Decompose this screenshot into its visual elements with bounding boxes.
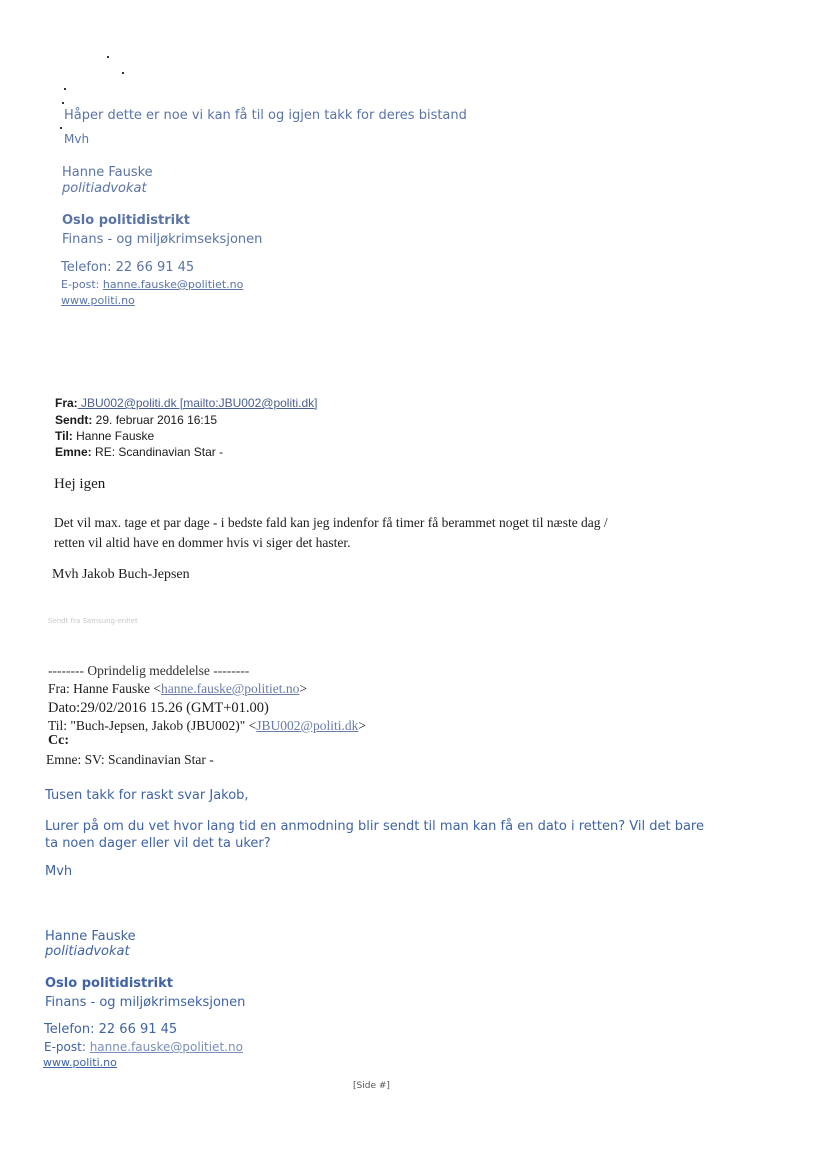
- orig-cc-row: Cc:: [48, 733, 69, 748]
- original-message-divider: -------- Oprindelig meddelelse --------: [48, 663, 250, 678]
- orig-from-row: [48, 681, 307, 697]
- sent-label: Sendt:: [55, 413, 93, 427]
- phone-2: Telefon: 22 66 91 45: [44, 1022, 178, 1037]
- sender-title: politiadvokat: [62, 181, 147, 196]
- to-label: Til:: [55, 429, 73, 443]
- email-label-2: E-post:: [44, 1040, 90, 1054]
- subject-row: [55, 445, 223, 459]
- orig-to-close: >: [358, 718, 366, 733]
- from-value[interactable]: JBU002@politi.dk [mailto:JBU002@politi.dk]: [77, 396, 318, 410]
- body-line-2: retten vil altid have en dommer hvis vi siger det haster.: [54, 535, 351, 550]
- website-link-2[interactable]: www.politi.no: [43, 1056, 117, 1069]
- thanks-line: Tusen takk for raskt svar Jakob,: [45, 788, 249, 803]
- from-label: Fra:: [55, 396, 78, 410]
- orig-from-close: >: [299, 681, 307, 696]
- subject-label: Emne:: [55, 445, 92, 459]
- closing: Mvh Jakob Buch-Jepsen: [52, 567, 190, 582]
- email-label: E-post:: [61, 278, 103, 291]
- website-link[interactable]: www.politi.no: [61, 294, 135, 307]
- sender-name: Hanne Fauske: [62, 165, 153, 180]
- subject-value: RE: Scandinavian Star -: [91, 445, 224, 459]
- question-line-2: ta noen dager eller vil det ta uker?: [45, 836, 271, 851]
- scan-speck: [62, 102, 64, 104]
- scan-speck: [64, 88, 66, 90]
- page-number: [Side #]: [353, 1081, 390, 1091]
- orig-from-email[interactable]: hanne.fauske@politiet.no: [160, 681, 300, 696]
- orig-to-label: Til:: [48, 718, 68, 733]
- department-2: Finans - og miljøkrimseksjonen: [45, 995, 246, 1010]
- scan-speck: [107, 56, 109, 58]
- sender-title-2: politiadvokat: [45, 944, 130, 959]
- orig-subject-row: [46, 752, 214, 768]
- phone: Telefon: 22 66 91 45: [61, 260, 195, 275]
- org-name-2: Oslo politidistrikt: [45, 976, 173, 991]
- orig-date-label: Dato:: [48, 700, 81, 716]
- sent-from-device: Sendt fra Samsung-enhet: [48, 617, 138, 625]
- sign-off-2: Mvh: [45, 864, 73, 879]
- sign-off: Mvh: [64, 132, 90, 146]
- body-line-1: Det vil max. tage et par dage - i bedste fald kan jeg indenfor få timer få berammet noget til næste dag /: [54, 515, 608, 530]
- scan-speck: [60, 127, 62, 129]
- orig-date-value: 29/02/2016 15.26 (GMT+01.00): [80, 700, 269, 716]
- orig-from-name: Hanne Fauske <: [69, 681, 161, 696]
- orig-subject-value: SV: Scandinavian Star -: [81, 752, 214, 767]
- scan-speck: [122, 72, 124, 74]
- orig-to-email[interactable]: JBU002@politi.dk: [256, 718, 359, 733]
- to-row: [55, 429, 154, 443]
- email-link-2[interactable]: hanne.fauske@politiet.no: [89, 1040, 243, 1054]
- orig-to-name: "Buch-Jepsen, Jakob (JBU002)" <: [67, 718, 257, 733]
- sent-value: 29. februar 2016 16:15: [92, 413, 218, 427]
- sent-row: [55, 413, 217, 427]
- sender-name-2: Hanne Fauske: [45, 929, 136, 944]
- orig-from-label: Fra:: [48, 681, 70, 696]
- orig-to-row: [48, 718, 366, 734]
- email-link[interactable]: hanne.fauske@politiet.no: [102, 278, 244, 291]
- to-value: Hanne Fauske: [72, 429, 155, 443]
- orig-subject-label: Emne:: [46, 752, 82, 767]
- email-row: [61, 278, 243, 291]
- email-row-2: [44, 1040, 243, 1054]
- from-row: [55, 396, 317, 410]
- question-line-1: Lurer på om du vet hvor lang tid en anmodning blir sendt til man kan få en dato i retten? Vil det bare: [45, 819, 704, 834]
- org-name: Oslo politidistrikt: [62, 213, 190, 228]
- intro-line: Håper dette er noe vi kan få til og igjen takk for deres bistand: [64, 108, 467, 123]
- department: Finans - og miljøkrimseksjonen: [62, 232, 263, 247]
- orig-date-row: [48, 700, 269, 717]
- greeting: Hej igen: [54, 476, 106, 492]
